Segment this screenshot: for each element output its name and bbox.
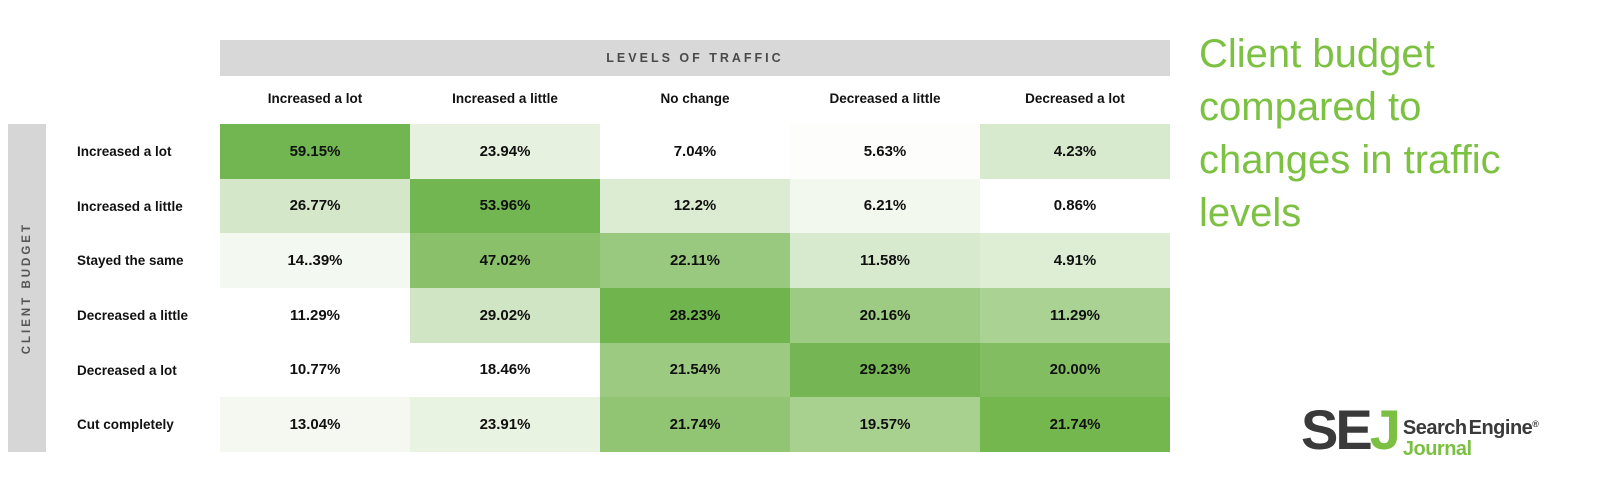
cell-r5-c4: 21.74%	[980, 397, 1170, 452]
cell-r5-c0: 13.04%	[220, 397, 410, 452]
row-label-cut-completely: Cut completely	[77, 417, 174, 433]
sej-logo-journal: Journal	[1402, 438, 1472, 460]
sej-logo-search-engine	[1403, 418, 1539, 439]
cell-r5-c3: 19.57%	[790, 397, 980, 452]
heatmap-grid	[220, 124, 1170, 452]
cell-r5-c1: 23.91%	[410, 397, 600, 452]
cell-r4-c1: 18.46%	[410, 343, 600, 398]
cell-r4-c3: 29.23%	[790, 343, 980, 398]
cell-r2-c4: 4.91%	[980, 233, 1170, 288]
column-header-no-change: No change	[660, 90, 730, 106]
cell-r1-c0: 26.77%	[220, 179, 410, 234]
column-header-decreased-a-lot: Decreased a lot	[1025, 90, 1125, 106]
cell-r0-c4: 4.23%	[980, 124, 1170, 179]
cell-r3-c2: 28.23%	[600, 288, 790, 343]
sej-logo-mark	[1301, 399, 1398, 461]
cell-r2-c0: 14..39%	[220, 233, 410, 288]
cell-r3-c3: 20.16%	[790, 288, 980, 343]
cell-r0-c1: 23.94%	[410, 124, 600, 179]
column-header-increased-a-little: Increased a little	[452, 90, 558, 106]
cell-r1-c3: 6.21%	[790, 179, 980, 234]
sej-logo	[1301, 399, 1538, 461]
row-label-stayed-the-same: Stayed the same	[77, 253, 184, 269]
cell-r5-c2: 21.74%	[600, 397, 790, 452]
cell-r0-c3: 5.63%	[790, 124, 980, 179]
row-label-decreased-a-lot: Decreased a lot	[77, 362, 177, 378]
sej-logo-se: SE	[1301, 398, 1370, 461]
sej-logo-wordmark	[1403, 418, 1539, 460]
cell-r4-c4: 20.00%	[980, 343, 1170, 398]
cell-r3-c4: 11.29%	[980, 288, 1170, 343]
column-header-decreased-a-little: Decreased a little	[829, 90, 941, 106]
cell-r2-c1: 47.02%	[410, 233, 600, 288]
cell-r1-c1: 53.96%	[410, 179, 600, 234]
client-budget-header-bar	[8, 124, 46, 452]
row-label-decreased-a-little: Decreased a little	[77, 307, 189, 323]
cell-r0-c0: 59.15%	[220, 124, 410, 179]
row-label-increased-a-lot: Increased a lot	[77, 143, 172, 159]
levels-of-traffic-header-bar: LEVELS OF TRAFFIC	[220, 40, 1170, 76]
row-label-increased-a-little: Increased a little	[77, 198, 183, 214]
row-labels	[77, 124, 212, 452]
client-budget-label: CLIENT BUDGET	[21, 221, 33, 355]
cell-r4-c2: 21.54%	[600, 343, 790, 398]
registered-trademark-symbol: ®	[1532, 419, 1539, 429]
cell-r1-c2: 12.2%	[600, 179, 790, 234]
sej-logo-search-engine-text: Search Engine	[1402, 417, 1533, 439]
cell-r3-c0: 11.29%	[220, 288, 410, 343]
cell-r3-c1: 29.02%	[410, 288, 600, 343]
column-headers	[220, 84, 1170, 112]
cell-r2-c2: 22.11%	[600, 233, 790, 288]
cell-r1-c4: 0.86%	[980, 179, 1170, 234]
sej-logo-j: J	[1369, 398, 1398, 461]
column-header-increased-a-lot: Increased a lot	[267, 90, 363, 106]
cell-r0-c2: 7.04%	[600, 124, 790, 179]
cell-r4-c0: 10.77%	[220, 343, 410, 398]
chart-title: Client budget compared to changes in traffic levels	[1199, 32, 1501, 235]
cell-r2-c3: 11.58%	[790, 233, 980, 288]
